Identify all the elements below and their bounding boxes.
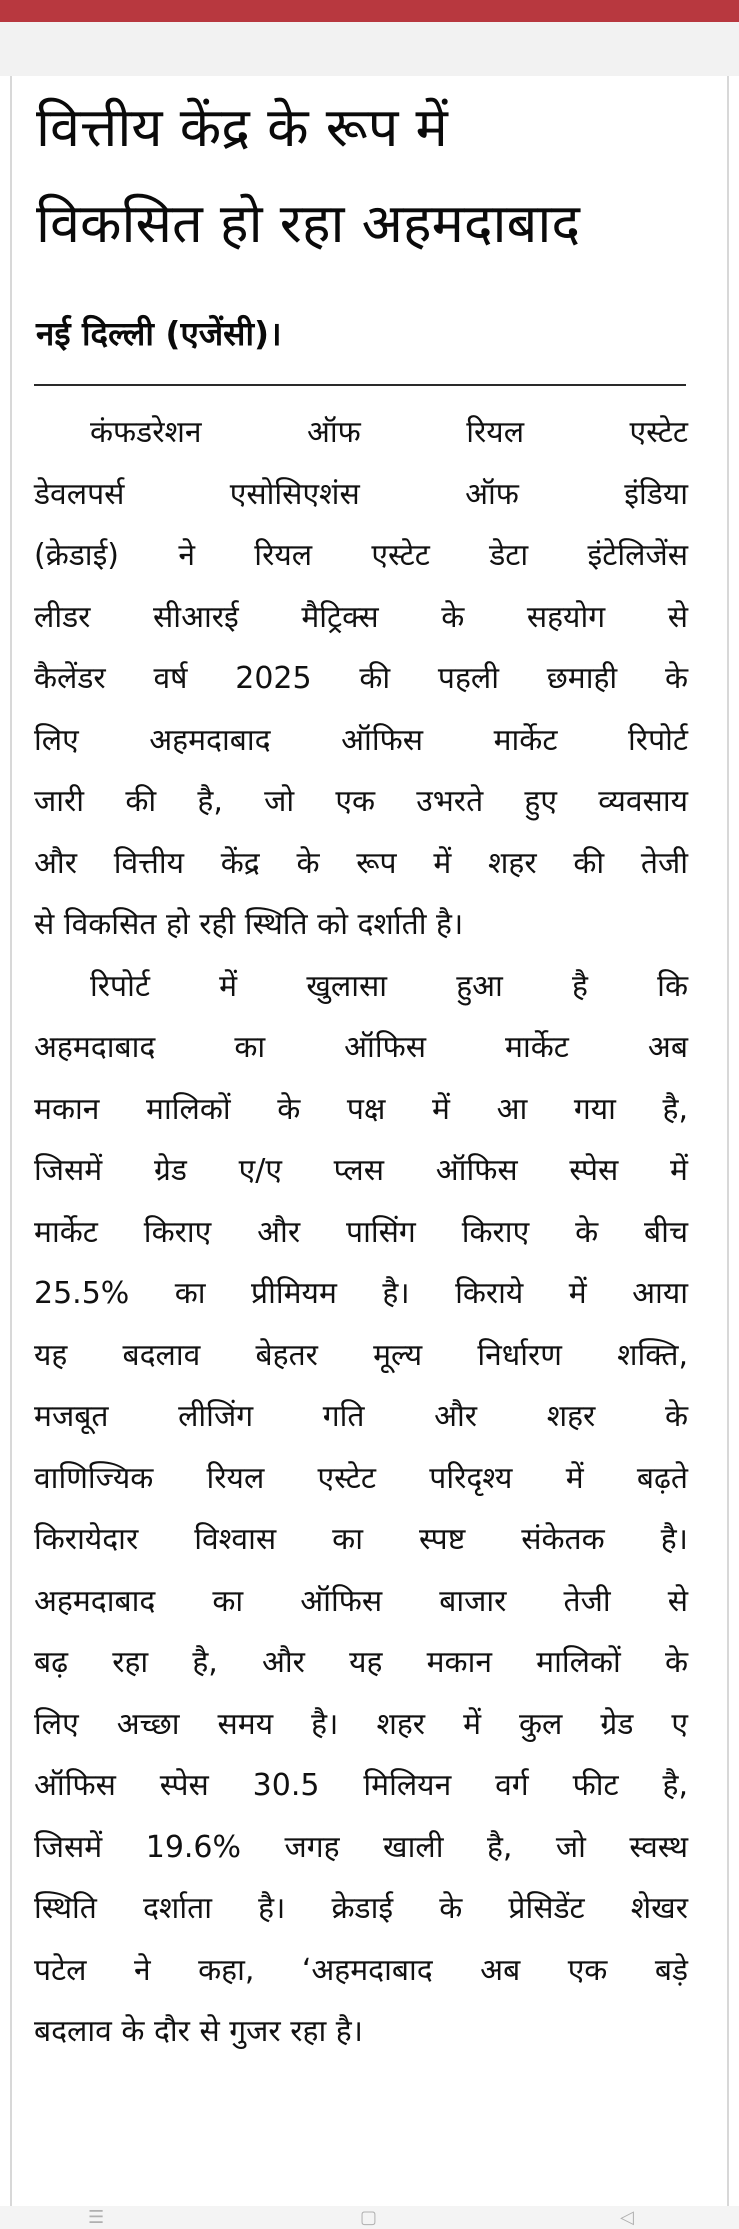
- body-line: और वित्तीय केंद्र के रूप में शहर की तेजी: [34, 845, 688, 881]
- body-line: अहमदाबाद का ऑफिस बाजार तेजी से: [34, 1583, 688, 1619]
- body-line: वाणिज्यिक रियल एस्टेट परिदृश्य में बढ़ते: [34, 1460, 688, 1496]
- body-line: डेवलपर्स एसोसिएशंस ऑफ इंडिया: [34, 476, 688, 512]
- body-line: जारी की है, जो एक उभरते हुए व्यवसाय: [34, 784, 688, 819]
- body-line: जिसमें 19.6% जगह खाली है, जो स्वस्थ: [34, 1829, 688, 1865]
- body-line: जिसमें ग्रेड ए/ए प्लस ऑफिस स्पेस में: [34, 1153, 688, 1188]
- body-line: 25.5% का प्रीमियम है। किराये में आया: [34, 1276, 688, 1311]
- top-accent-bar: [0, 0, 739, 22]
- body-line: कंफडरेशन ऑफ रियल एस्टेट: [90, 415, 688, 450]
- body-line: बदलाव के दौर से गुजर रहा है।: [34, 2014, 364, 2049]
- body-line: बढ़ रहा है, और यह मकान मालिकों के: [34, 1645, 688, 1680]
- article-body: [34, 402, 688, 2063]
- home-icon[interactable]: ▢: [360, 2207, 378, 2228]
- body-line: अहमदाबाद का ऑफिस मार्केट अब: [34, 1030, 688, 1065]
- article-headline: [36, 80, 706, 272]
- headline-divider: [34, 384, 686, 386]
- body-line: ऑफिस स्पेस 30.5 मिलियन वर्ग फीट है,: [34, 1768, 688, 1803]
- menu-icon[interactable]: ☰: [88, 2207, 105, 2228]
- body-line: यह बदलाव बेहतर मूल्य निर्धारण शक्ति,: [34, 1337, 688, 1373]
- headline-line-2: विकसित हो रहा अहमदाबाद: [36, 192, 581, 255]
- top-margin: [0, 22, 739, 76]
- body-line: लिए अच्छा समय है। शहर में कुल ग्रेड ए: [34, 1706, 688, 1742]
- body-line: मकान मालिकों के पक्ष में आ गया है,: [34, 1091, 688, 1127]
- body-line: कैलेंडर वर्ष 2025 की पहली छमाही के: [34, 661, 688, 696]
- body-line: किरायेदार विश्वास का स्पष्ट संकेतक है।: [34, 1522, 688, 1557]
- headline-line-1: वित्तीय केंद्र के रूप में: [36, 96, 448, 159]
- body-line: पटेल ने कहा, ‘अहमदाबाद अब एक बड़े: [34, 1952, 688, 1988]
- article-dateline: नई दिल्ली (एजेंसी)।: [36, 314, 282, 353]
- body-line: रिपोर्ट में खुलासा हुआ है कि: [90, 968, 688, 1004]
- body-line: लिए अहमदाबाद ऑफिस मार्केट रिपोर्ट: [34, 722, 688, 758]
- body-line: स्थिति दर्शाता है। क्रेडाई के प्रेसिडेंट शेखर: [34, 1891, 688, 1926]
- body-line: मार्केट किराए और पासिंग किराए के बीच: [34, 1214, 688, 1250]
- body-line: से विकसित हो रही स्थिति को दर्शाती है।: [34, 907, 464, 942]
- body-line: लीडर सीआरई मैट्रिक्स के सहयोग से: [34, 599, 688, 635]
- body-line: (क्रेडाई) ने रियल एस्टेट डेटा इंटेलिजेंस: [34, 538, 688, 573]
- back-icon[interactable]: ◁: [620, 2207, 634, 2228]
- body-line: मजबूत लीजिंग गति और शहर के: [34, 1399, 688, 1434]
